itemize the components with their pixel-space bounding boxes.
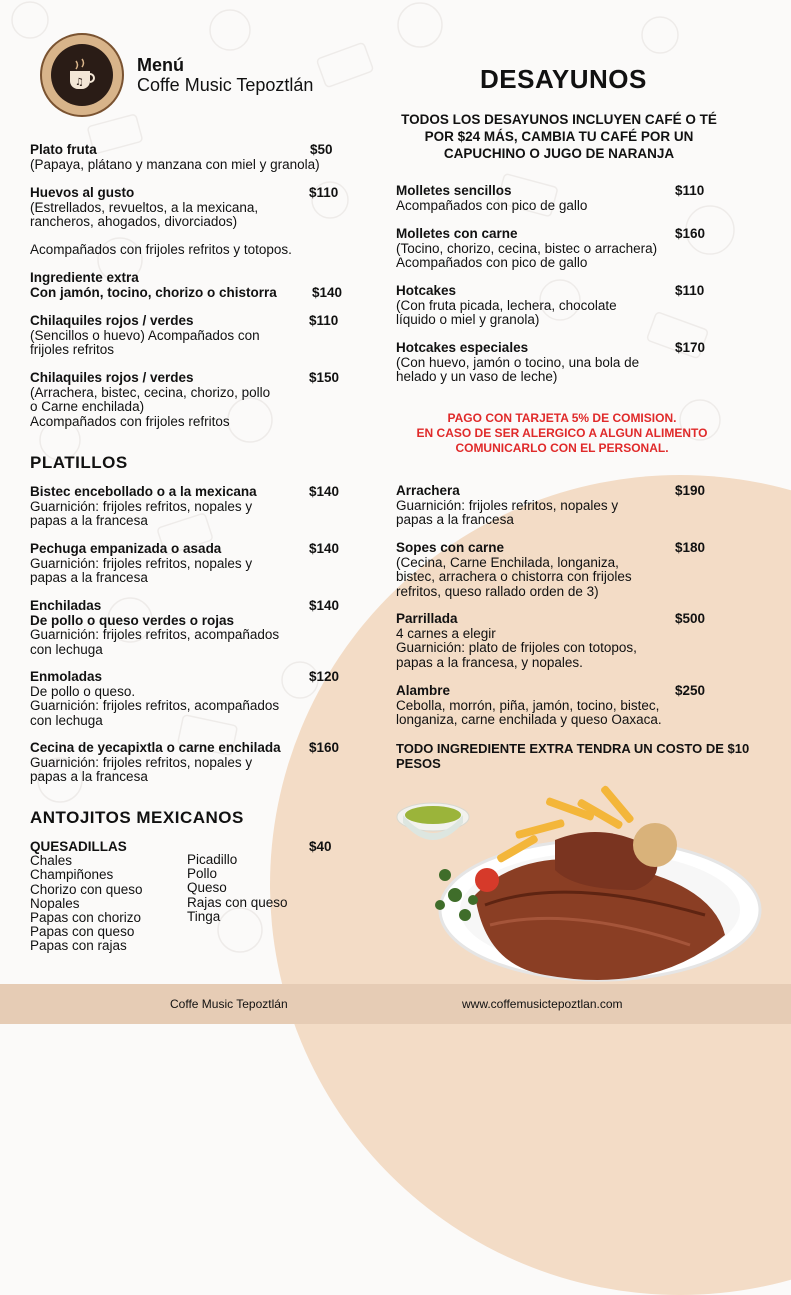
desayunos-note: TODOS LOS DESAYUNOS INCLUYEN CAFÉ O TÉ POR $24 MÁS, CAMBIA TU CAFÉ POR UN CAPUCHINO O JUGO DE NARANJA xyxy=(401,112,717,161)
platillos-heading: PLATILLOS xyxy=(30,453,128,472)
accompaniment-note: Acompañados con frijoles refritos y totopos. xyxy=(30,242,292,257)
list-item: Bistec encebollado o a la mexicana $140 Guarnición: frijoles refritos, nopales y papas a la francesa xyxy=(30,484,340,528)
food-plate-image xyxy=(395,785,765,985)
list-item: Plato fruta $50 (Papaya, plátano y manzana con miel y granola) xyxy=(30,142,333,172)
desayunos-heading: DESAYUNOS xyxy=(480,64,647,94)
list-item: Hotcakes especiales $170 (Con huevo, jamón o tocino, una bola de helado y un vaso de leche) xyxy=(396,340,706,384)
list-item: Chilaquiles rojos / verdes $150 (Arrachera, bistec, cecina, chorizo, pollo o Carne enchilada) Acompañados con frijoles refritos xyxy=(30,370,340,429)
menu-title: Menú xyxy=(137,55,184,75)
coffee-music-logo xyxy=(40,33,124,117)
restaurant-name: Coffe Music Tepoztlán xyxy=(137,75,314,95)
list-item: Enmoladas $120 De pollo o queso. Guarnición: frijoles refritos, acompañados con lechuga xyxy=(30,669,340,728)
list-item: Hotcakes $110 (Con fruta picada, lechera, chocolate líquido o miel y granola) xyxy=(396,283,705,327)
list-item: Chilaquiles rojos / verdes $110 (Sencillos o huevo) Acompañados con frijoles refritos xyxy=(30,313,339,357)
quesadillas-list-col2: Picadillo Pollo Queso Rajas con queso Tinga xyxy=(187,852,288,924)
list-item: Molletes con carne $160 (Tocino, chorizo, cecina, bistec o arrachera) Acompañados con pico de gallo xyxy=(396,226,706,270)
list-item: Sopes con carne $180 (Cecina, Carne Enchilada, longaniza, bistec, arrachera o chistorra con frijoles refritos, queso rallado orden de 3) xyxy=(396,540,706,599)
footer xyxy=(0,984,791,1024)
list-item: Alambre $250 Cebolla, morrón, piña, jamón, tocino, bistec, longaniza, carne enchilada y queso Oaxaca. xyxy=(396,683,706,727)
list-item: Huevos al gusto $110 (Estrellados, revueltos, a la mexicana, rancheros, ahogados, divorciados) xyxy=(30,185,339,229)
svg-text:♫: ♫ xyxy=(75,77,84,88)
extra-ingredient-note: TODO INGREDIENTE EXTRA TENDRA UN COSTO DE $10 PESOS xyxy=(396,741,750,771)
header xyxy=(40,33,313,117)
footer-website-link[interactable]: www.coffemusictepoztlan.com xyxy=(462,997,623,1011)
footer-restaurant-name: Coffe Music Tepoztlán xyxy=(170,997,288,1011)
list-item: Enchiladas $140 De pollo o queso verdes o rojas Guarnición: frijoles refritos, acompañados con lechuga xyxy=(30,598,340,657)
list-item: Molletes sencillos $110 Acompañados con pico de gallo xyxy=(396,183,705,213)
list-item: Pechuga empanizada o asada $140 Guarnición: frijoles refritos, nopales y papas a la francesa xyxy=(30,541,340,585)
list-item: Ingrediente extra Con jamón, tocino, chorizo o chistorra $140 xyxy=(30,270,343,300)
list-item: Arrachera $190 Guarnición: frijoles refritos, nopales y papas a la francesa xyxy=(396,483,706,527)
quesadillas-list: QUESADILLAS $40 Chales Champiñones Chorizo con queso Nopales Papas con chorizo Papas con queso Papas con rajas xyxy=(30,839,332,954)
antojitos-heading: ANTOJITOS MEXICANOS xyxy=(30,808,244,827)
coffee-cup-icon xyxy=(62,55,102,95)
list-item: Cecina de yecapixtla o carne enchilada $160 Guarnición: frijoles refritos, nopales y papas a la francesa xyxy=(30,740,340,784)
payment-allergy-note: PAGO CON TARJETA 5% DE COMISION. EN CASO DE SER ALERGICO A ALGUN ALIMENTO COMUNICARLO CON EL PERSONAL. xyxy=(416,411,708,455)
list-item: Parrillada $500 4 carnes a elegir Guarnición: plato de frijoles con totopos, papas a la francesa, y nopales. xyxy=(396,611,706,670)
